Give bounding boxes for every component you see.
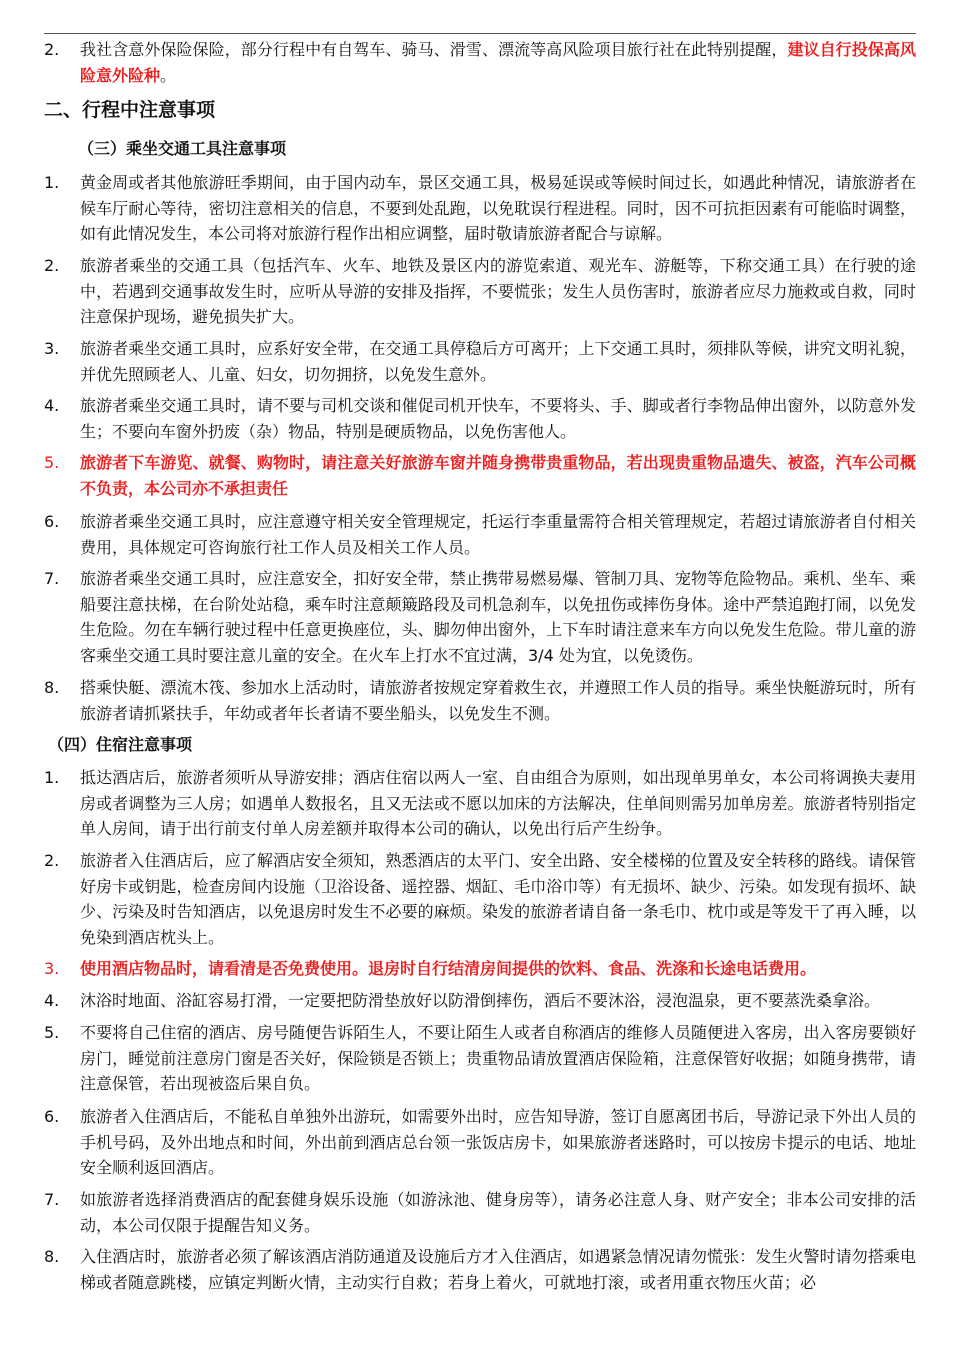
list-item — [44, 253, 934, 330]
section-heading: 二、行程中注意事项 — [44, 99, 216, 121]
top-rule — [44, 33, 916, 34]
list-number: 7. — [44, 569, 60, 588]
list-text: 旅游者乘坐的交通工具（包括汽车、火车、地铁及景区内的游览索道、观光车、游艇等，下称交通工具）在行驶的途中，若遇到交通事故发生时，应听从导游的安排及指挥，不要慌张；发生人员伤害时，旅游者应尽力施救或自救，同时注意保护现场，避免损失扩大。 — [80, 256, 916, 326]
list-item — [44, 509, 934, 560]
list-item — [44, 336, 934, 387]
list-number: 7. — [44, 1190, 60, 1209]
list-text: 如旅游者选择消费酒店的配套健身娱乐设施（如游泳池、健身房等），请务必注意人身、财产安全；非本公司安排的活动，本公司仅限于提醒告知义务。 — [80, 1190, 916, 1235]
list-item — [44, 1187, 934, 1238]
list-item-highlight — [44, 450, 934, 501]
list-number: 6. — [44, 512, 60, 531]
list-item — [44, 1020, 934, 1097]
list-item — [44, 566, 934, 668]
list-item — [44, 848, 934, 950]
list-text: 旅游者入住酒店后，应了解酒店安全须知，熟悉酒店的太平门、安全出路、安全楼梯的位置及安全转移的路线。请保管好房卡或钥匙，检查房间内设施（卫浴设备、遥控器、烟缸、毛巾浴巾等）有无损坏、缺少、污染。如发现有损坏、缺少、污染及时告知酒店，以免退房时发生不必要的麻烦。染发的旅游者请自备一条毛巾、枕巾或是等发干了再入睡，以免染到酒店枕头上。 — [80, 851, 916, 947]
highlight-text: 建议自行投保高风险意外险种 — [80, 40, 916, 85]
list-number: 5. — [44, 1023, 60, 1042]
list-text: 沐浴时地面、浴缸容易打滑，一定要把防滑垫放好以防滑倒摔伤，酒后不要沐浴，浸泡温泉，更不要蒸洗桑拿浴。 — [80, 991, 881, 1010]
list-number: 8. — [44, 1247, 60, 1266]
list-item — [44, 675, 934, 726]
list-text: 搭乘快艇、漂流木筏、参加水上活动时，请旅游者按规定穿着救生衣，并遵照工作人员的指导。乘坐快艇游玩时，所有旅游者请抓紧扶手，年幼或者年长者请不要坐船头，以免发生不测。 — [80, 678, 916, 723]
list-text: 旅游者入住酒店后，不能私自单独外出游玩，如需要外出时，应告知导游，签订自愿离团书后，导游记录下外出人员的手机号码，及外出地点和时间，外出前到酒店总台领一张饭店房卡，如果旅游者迷路时，可以按房卡提示的电话、地址安全顺利返回酒店。 — [80, 1107, 916, 1177]
list-number: 2. — [44, 256, 60, 275]
list-number: 2. — [44, 851, 60, 870]
list-text: 入住酒店时，旅游者必须了解该酒店消防通道及设施后方才入住酒店，如遇紧急情况请勿慌张：发生火警时请勿搭乘电梯或者随意跳楼，应镇定判断火情，主动实行自救；若身上着火，可就地打滚，或者用重衣物压火苗；必 — [80, 1247, 916, 1292]
subsection-heading-lodging: （四）住宿注意事项 — [48, 735, 193, 754]
list-text: 旅游者乘坐交通工具时，请不要与司机交谈和催促司机开快车，不要将头、手、脚或者行李物品伸出窗外，以防意外发生；不要向车窗外扔废（杂）物品，特别是硬质物品，以免伤害他人。 — [80, 396, 916, 441]
list-item — [44, 393, 934, 444]
list-text: 我社含意外保险保险，部分行程中有自驾车、骑马、滑雪、漂流等高风险项目旅行社在此特别提醒，建议自行投保高风险意外险种。 — [80, 40, 916, 85]
list-text: 黄金周或者其他旅游旺季期间，由于国内动车，景区交通工具，极易延误或等候时间过长，如遇此种情况，请旅游者在候车厅耐心等待，密切注意相关的信息，不要到处乱跑，以免耽误行程进程。同时，因不可抗拒因素有可能临时调整，如有此情况发生，本公司将对旅游行程作出相应调整，届时敬请旅游者配合与谅解。 — [80, 173, 916, 243]
list-text: 旅游者乘坐交通工具时，应注意遵守相关安全管理规定，托运行李重量需符合相关管理规定，若超过请旅游者自付相关费用，具体规定可咨询旅行社工作人员及相关工作人员。 — [80, 512, 916, 557]
list-item — [44, 765, 934, 842]
list-number: 1. — [44, 173, 60, 192]
list-text: 抵达酒店后，旅游者须听从导游安排；酒店住宿以两人一室、自由组合为原则，如出现单男单女，本公司将调换夫妻用房或者调整为三人房；如遇单人数报名，且又无法或不愿以加床的方法解决，住单间则需另加单房差。旅游者特别指定单人房间，请于出行前支付单人房差额并取得本公司的确认，以免出行后产生纷争。 — [80, 768, 916, 838]
list-number: 8. — [44, 678, 60, 697]
list-text: 旅游者乘坐交通工具时，应系好安全带，在交通工具停稳后方可离开；上下交通工具时，须排队等候，讲究文明礼貌，并优先照顾老人、儿童、妇女，切勿拥挤，以免发生意外。 — [80, 339, 916, 384]
list-text: 旅游者乘坐交通工具时，应注意安全，扣好安全带，禁止携带易燃易爆、管制刀具、宠物等危险物品。乘机、坐车、乘船要注意扶梯，在台阶处站稳，乘车时注意颠簸路段及司机急刹车，以免扭伤或摔伤身体。途中严禁追跑打闹，以免发生危险。勿在车辆行驶过程中任意更换座位，头、脚勿伸出窗外，上下车时请注意来车方向以免发生危险。带儿童的游客乘坐交通工具时要注意儿童的安全。在火车上打水不宜过满，3/4 处为宜，以免烫伤。 — [80, 569, 916, 665]
list-number: 3. — [44, 339, 60, 358]
list-item-insurance — [44, 37, 934, 88]
list-item-highlight — [44, 956, 934, 982]
list-item — [44, 988, 934, 1014]
list-number: 3. — [44, 959, 60, 978]
list-text: 旅游者下车游览、就餐、购物时，请注意关好旅游车窗并随身携带贵重物品，若出现贵重物品遗失、被盗，汽车公司概不负责，本公司亦不承担责任 — [80, 453, 916, 498]
list-text: 不要将自己住宿的酒店、房号随便告诉陌生人，不要让陌生人或者自称酒店的维修人员随便进入客房，出入客房要锁好房门，睡觉前注意房门窗是否关好，保险锁是否锁上；贵重物品请放置酒店保险箱，注意保管好收据；如随身携带，请注意保管，若出现被盗后果自负。 — [80, 1023, 916, 1093]
list-number: 1. — [44, 768, 60, 787]
list-item — [44, 170, 934, 247]
list-number: 4. — [44, 991, 60, 1010]
list-number: 4. — [44, 396, 60, 415]
list-number: 6. — [44, 1107, 60, 1126]
list-number: 5. — [44, 453, 60, 472]
list-number: 2. — [44, 40, 60, 59]
list-item — [44, 1244, 934, 1295]
subsection-heading-transport: （三）乘坐交通工具注意事项 — [78, 139, 287, 158]
list-item — [44, 1104, 934, 1181]
list-text: 使用酒店物品时，请看清是否免费使用。退房时自行结清房间提供的饮料、食品、洗涤和长途电话费用。 — [80, 959, 817, 978]
